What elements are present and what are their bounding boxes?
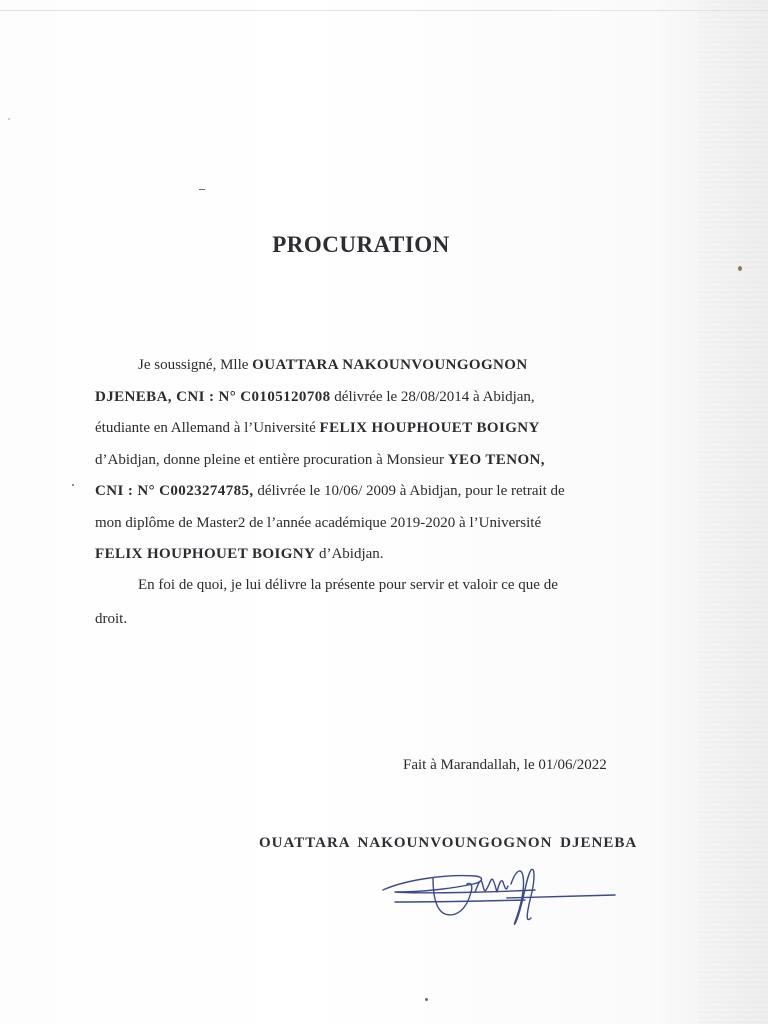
place-and-date: Fait à Marandallah, le 01/06/2022 [403,757,607,773]
scan-edge-shadow [698,0,768,1024]
text-segment: d’Abidjan, donne pleine et entière procuration à Monsieur [95,451,448,468]
paragraph-line [95,476,645,508]
paragraph-line: droit. [95,611,128,627]
university-name: FELIX HOUPHOUET BOIGNY [319,420,540,436]
paragraph-line [95,382,645,414]
signatory-name: OUATTARA NAKOUNVOUNGOGNON DJENEBA [259,835,638,851]
closing-paragraph [95,568,645,636]
text-segment: délivrée le 28/08/2014 à Abidjan, [330,388,535,405]
paragraph-line: mon diplôme de Master2 de l’année académique 2019-2020 à l’Université [95,514,542,531]
procuration-paragraph [95,350,645,571]
paragraph-line: En foi de quoi, je lui délivre la présente pour servir et valoir ce que de [138,577,558,593]
scan-top-line [0,10,768,11]
text-segment: délivrée le 10/06/ 2009 à Abidjan, pour le retrait de [253,483,565,499]
paragraph-line [95,539,645,571]
scan-speck [199,189,205,190]
scan-speck [738,266,742,271]
text-segment: étudiante en Allemand à l’Université [95,420,320,436]
scan-speck [425,998,428,1001]
paragraph-line [95,350,645,382]
grantor-name: OUATTARA NAKOUNVOUNGOGNON [252,357,528,373]
scan-speck [8,118,10,120]
grantor-id: DJENEBA, CNI : N° C0105120708 [95,388,331,405]
university-name: FELIX HOUPHOUET BOIGNY [95,546,316,562]
proxy-id: CNI : N° C0023274785, [95,483,254,499]
handwritten-signature [375,862,620,932]
proxy-name: YEO TENON, [447,451,545,468]
document-title: PROCURATION [272,232,450,257]
scan-speck [72,484,74,486]
text-segment: Je soussigné, Mlle [138,357,253,373]
paragraph-line [95,413,645,445]
text-segment: d’Abidjan. [315,546,384,562]
paragraph-line [95,445,645,477]
